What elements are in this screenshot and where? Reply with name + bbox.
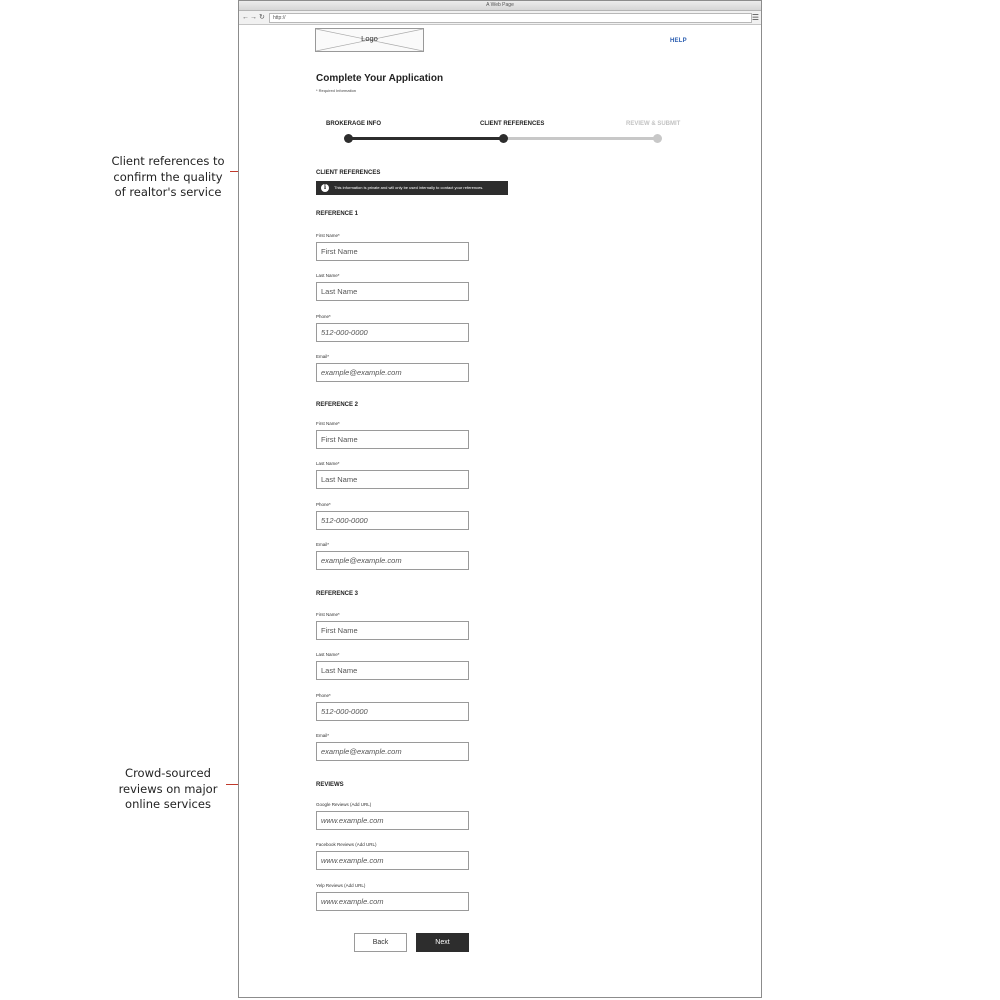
browser-navbar	[239, 11, 761, 25]
ref1-last-name-label: Last Name*	[316, 273, 340, 278]
back-button[interactable]: Back	[354, 933, 407, 952]
forward-arrow-icon[interactable]: →	[250, 14, 257, 21]
menu-icon[interactable]: ☰	[751, 13, 759, 22]
ref3-phone-label: Phone*	[316, 693, 331, 698]
ref2-first-name-input[interactable]	[316, 430, 469, 449]
logo-placeholder	[315, 28, 424, 52]
ref2-first-name-label: First Name*	[316, 421, 340, 426]
logo-text: Logo	[361, 34, 378, 43]
step-dot-brokerage-info	[344, 134, 353, 143]
ref2-last-name-input[interactable]	[316, 470, 469, 489]
progress-track-complete	[348, 137, 504, 140]
ref3-last-name-input[interactable]	[316, 661, 469, 680]
browser-window	[238, 0, 762, 998]
step-dot-client-references	[499, 134, 508, 143]
reload-icon[interactable]: ↻	[259, 14, 265, 21]
progress-track-remaining	[504, 137, 658, 140]
page-title: Complete Your Application	[316, 73, 444, 84]
window-title: A Web Page	[239, 1, 761, 11]
reviews-heading: REVIEWS	[316, 782, 344, 788]
client-references-heading: CLIENT REFERENCES	[316, 170, 381, 176]
ref3-email-input[interactable]	[316, 742, 469, 761]
ref3-first-name-label: First Name*	[316, 612, 340, 617]
ref2-email-input[interactable]	[316, 551, 469, 570]
ref1-first-name-input[interactable]	[316, 242, 469, 261]
ref2-phone-input[interactable]	[316, 511, 469, 530]
step-label-brokerage-info: BROKERAGE INFO	[326, 121, 382, 127]
url-bar[interactable]: http://	[269, 13, 752, 23]
step-label-client-references: CLIENT REFERENCES	[480, 121, 545, 127]
ref1-last-name-input[interactable]	[316, 282, 469, 301]
page-content	[239, 25, 761, 997]
facebook-reviews-label: Facebook Reviews (Add URL)	[316, 842, 377, 847]
yelp-reviews-input[interactable]	[316, 892, 469, 911]
ref1-phone-input[interactable]	[316, 323, 469, 342]
next-button[interactable]: Next	[416, 933, 469, 952]
ref1-email-label: Email*	[316, 354, 330, 359]
info-icon: i	[321, 184, 329, 192]
ref3-phone-input[interactable]	[316, 702, 469, 721]
google-reviews-label: Google Reviews (Add URL)	[316, 802, 372, 807]
reference-2-heading: REFERENCE 2	[316, 402, 359, 408]
google-reviews-input[interactable]	[316, 811, 469, 830]
ref2-phone-label: Phone*	[316, 502, 331, 507]
reference-3-heading: REFERENCE 3	[316, 591, 359, 597]
ref1-email-input[interactable]	[316, 363, 469, 382]
required-note: * Required Information	[316, 88, 357, 93]
ref1-phone-label: Phone*	[316, 314, 331, 319]
help-link[interactable]: HELP	[670, 38, 687, 44]
ref3-last-name-label: Last Name*	[316, 652, 340, 657]
yelp-reviews-label: Yelp Reviews (Add URL)	[316, 883, 366, 888]
annotation-client-references: Client references to confirm the quality of realtor's service	[111, 154, 225, 199]
facebook-reviews-input[interactable]	[316, 851, 469, 870]
ref3-first-name-input[interactable]	[316, 621, 469, 640]
ref2-last-name-label: Last Name*	[316, 461, 340, 466]
privacy-info-bar	[316, 181, 508, 195]
ref2-email-label: Email*	[316, 542, 330, 547]
annotation-reviews: Crowd-sourced reviews on major online services	[118, 766, 218, 811]
step-dot-review-submit	[653, 134, 662, 143]
step-label-review-submit: REVIEW & SUBMIT	[626, 121, 681, 127]
ref3-email-label: Email*	[316, 733, 330, 738]
ref1-first-name-label: First Name*	[316, 233, 340, 238]
reference-1-heading: REFERENCE 1	[316, 211, 359, 217]
back-arrow-icon[interactable]: ←	[242, 14, 249, 21]
privacy-info-text: This information is private and will only be used internally to contact your references.	[334, 185, 484, 190]
